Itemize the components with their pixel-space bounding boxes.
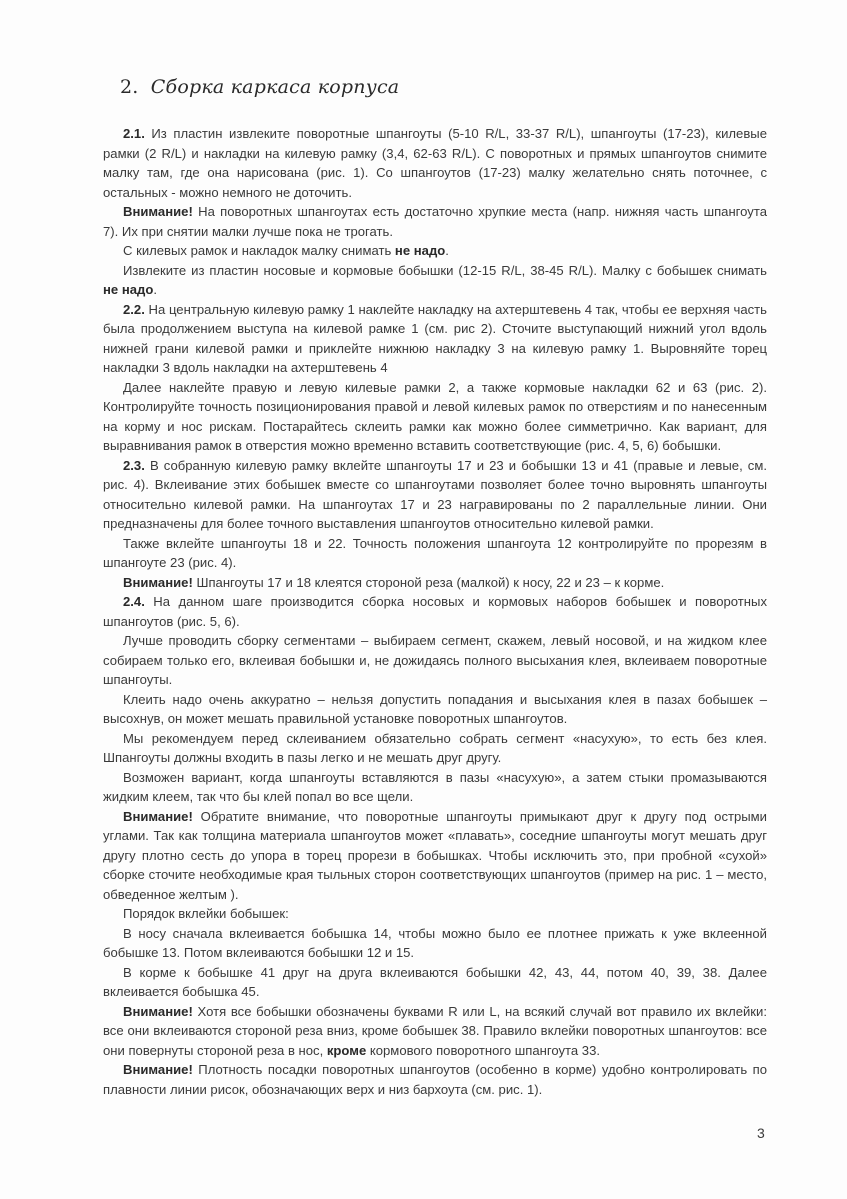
paragraph [103,241,767,261]
paragraph-text: Клеить надо очень аккуратно – нельзя допустить попадания и высыхания клея в пазах бобышек – высохнув, он может мешать правильной установке поворотных шпангоутов. [103,691,767,726]
document-body [103,124,767,1099]
paragraph-lead: Внимание! [123,204,193,219]
paragraph-text: Плотность посадки поворотных шпангоутов (особенно в корме) удобно контролировать по плавности линии рисок, обозначающих верх и низ бархоута (см. рис. 1). [103,1062,767,1097]
paragraph-text: Лучше проводить сборку сегментами – выбираем сегмент, скажем, левый носовой, и на жидком клее собираем только его, вклеивая бобышки и, не дожидаясь полного высыхания клея, вклеиваем поворотные шпангоуты. [103,633,767,687]
paragraph [103,573,767,593]
paragraph-text: Хотя все бобышки обозначены буквами R или L, на всякий случай вот правило их вклейки: все они вклеиваются стороной реза вниз, кроме бобышек 38. Правило вклейки поворотных шпангоутов: все они повернуты стороной реза в нос, [103,1003,767,1058]
paragraph-text: Также вклейте шпангоуты 18 и 22. Точность положения шпангоута 12 контролируйте по прорезям в шпангоуте 23 (рис. 4). [103,535,767,570]
paragraph-lead: 2.2. [123,301,145,317]
paragraph [103,261,767,300]
paragraph-tail: кормового поворотного шпангоута 33. [366,1042,601,1058]
paragraph [103,534,767,573]
paragraph-lead: 2.1. [123,126,145,141]
section-number: 2. [120,76,139,98]
paragraph [103,202,767,241]
paragraph [103,768,767,807]
paragraph-lead: 2.3. [123,457,145,473]
paragraph [103,631,767,690]
paragraph-text: Шпангоуты 17 и 18 клеятся стороной реза (малкой) к носу, 22 и 23 – к корме. [192,574,665,590]
paragraph [103,807,767,905]
paragraph-text: На поворотных шпангоутах есть достаточно хрупкие места (напр. нижняя часть шпангоута 7). Их при снятии малки лучше пока не трогать. [103,204,767,239]
paragraph-text: Далее наклейте правую и левую килевые рамки 2, а также кормовые накладки 62 и 63 (рис. 2). Контролируйте точность позиционирования правой и левой килевых рамок по отверстиям и по нанесенным на корму и нос рискам. Постарайтесь склеить рамки как можно более симметрично. Как вариант, для выравнивания рамок в отверстия можно временно вставить соответствующие (рис. 4, 5, 6) бобышки. [103,379,767,453]
section-heading [120,76,399,98]
paragraph-text: Мы рекомендуем перед склеиванием обязательно собрать сегмент «насухую», то есть без клея. Шпангоуты должны входить в пазы легко и не мешать друг другу. [103,730,767,765]
paragraph [103,456,767,534]
paragraph-text: Из пластин извлеките поворотные шпангоуты (5-10 R/L, 33-37 R/L), шпангоуты (17-23), килевые рамки (2 R/L) и накладки на килевую рамку (3,4, 62-63 R/L). С поворотных и прямых шпангоутов снимите малку там, где она нарисована (рис. 1). Со шпангоутов (17-23) малку желательно снять поточнее, с остальных - можно немного не доточить. [103,126,767,200]
paragraph-text: В корме к бобышке 41 друг на друга вклеиваются бобышки 42, 43, 44, потом 40, 39, 38. Далее вклеивается бобышка 45. [103,964,767,999]
paragraph-lead: Внимание! [123,1003,193,1019]
paragraph [103,924,767,963]
paragraph-tail: . [445,243,449,258]
paragraph [103,729,767,768]
paragraph-emphasis: кроме [326,1042,367,1058]
paragraph-text: Обратите внимание, что поворотные шпангоуты примыкают друг к другу под острыми углами. Так как толщина материала шпангоутов может «плавать», соседние шпангоуты могут мешать друг другу плотно сесть до упора в торец прорези в бобышках. Чтобы исключить это, при пробной «сухой» сборке сточите необходимые края тыльных сторон соответствующих шпангоутов (пример на рис. 1 – место, обведенное желтым ). [103,808,767,902]
paragraph-lead: 2.4. [123,594,145,609]
paragraph [103,592,767,631]
paragraph-text: В носу сначала вклеивается бобышка 14, чтобы можно было ее плотнее прижать к уже вклеенной бобышке 13. Потом вклеиваются бобышки 12 и 15. [103,925,767,960]
paragraph-lead: Внимание! [123,808,193,824]
paragraph [103,124,767,202]
paragraph-lead: Внимание! [123,574,193,590]
paragraph-emphasis: не надо [103,282,154,297]
paragraph [103,904,767,924]
paragraph-emphasis: не надо [394,243,446,258]
paragraph-text: Извлеките из пластин носовые и кормовые бобышки (12-15 R/L, 38-45 R/L). Малку с бобышек снимать [123,262,767,278]
paragraph [103,1002,767,1061]
paragraph-tail: . [153,282,157,297]
section-title: Сборка каркаса корпуса [150,76,400,98]
paragraph-text: Порядок вклейки бобышек: [123,906,289,921]
paragraph-text: Возможен вариант, когда шпангоуты вставляются в пазы «насухую», а затем стыки промазываются жидким клеем, так что бы клей попал во все щели. [103,769,767,804]
paragraph-text: На центральную килевую рамку 1 наклейте накладку на ахтерштевень 4 так, чтобы ее верхняя часть была продолжением выступа на килевой рамке 1 (см. рис 2). Сточите выступающий нижний угол вдоль нижней грани килевой рамки и приклейте нижнюю накладку 3 на килевую рамку 1. Выровняйте торец накладки 3 вдоль накладки на ахтерштевень 4 [103,301,767,375]
paragraph [103,963,767,1002]
paragraph [103,690,767,729]
paragraph-text: На данном шаге производится сборка носовых и кормовых наборов бобышек и поворотных шпангоутов (рис. 5, 6). [103,594,767,629]
paragraph [103,378,767,456]
paragraph [103,1060,767,1099]
paragraph [103,300,767,378]
page-number: 3 [757,1125,765,1141]
paragraph-text: В собранную килевую рамку вклейте шпангоуты 17 и 23 и бобышки 13 и 41 (правые и левые, см. рис. 4). Вклеивание этих бобышек вместе со шпангоутами позволяет более точно выровнять шпангоуты относительно килевой рамки. На шпангоутах 17 и 23 награвированы по 2 параллельные линии. Они предназначены для более точного выставления шпангоутов относительно килевой рамки. [103,457,767,531]
paragraph-text: С килевых рамок и накладок малку снимать [123,243,395,258]
paragraph-lead: Внимание! [123,1062,193,1077]
